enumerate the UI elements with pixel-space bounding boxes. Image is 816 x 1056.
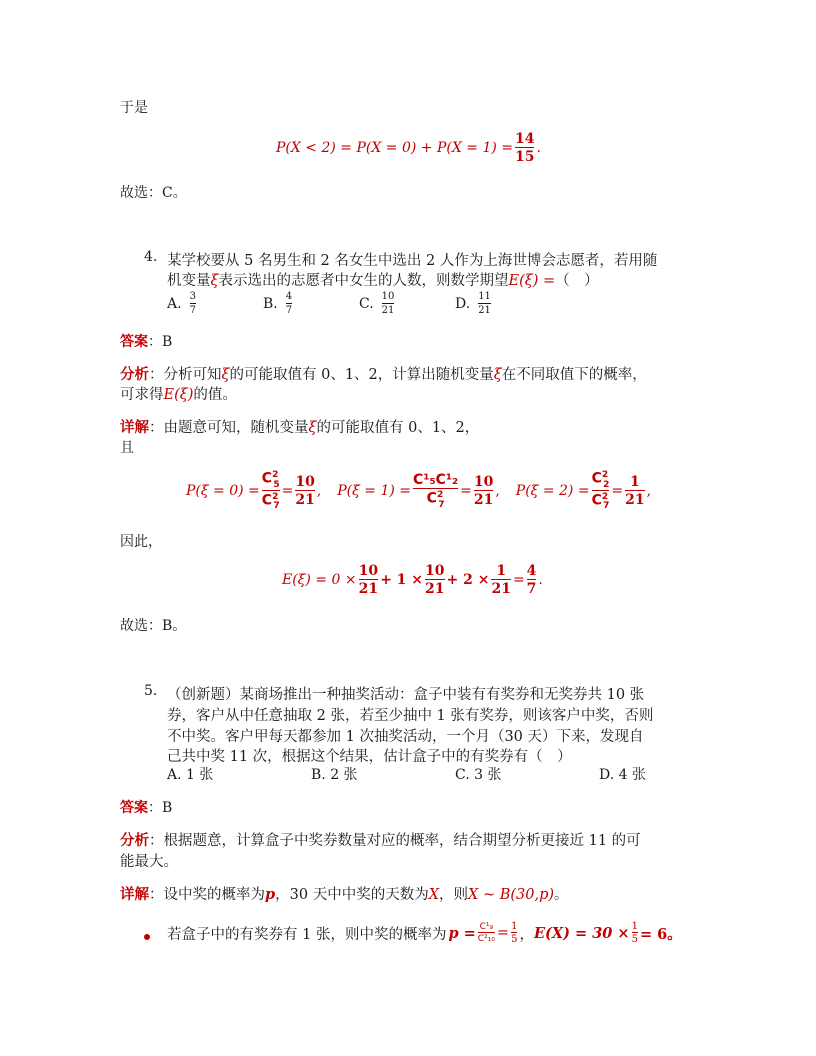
option-c (359, 291, 396, 316)
fraction-10-21 (295, 474, 314, 508)
question-5-option-b: B. 2 张 (311, 767, 358, 783)
comma: , (646, 483, 652, 499)
denominator: 21 (491, 581, 511, 597)
expectation-symbol: E(ξ) (163, 387, 194, 403)
comb (592, 492, 610, 512)
numerator: 1 (631, 920, 638, 932)
question-4-line-1: 某学校要从 5 名男生和 2 名女生中选出 2 人作为上海世博会志愿者，若用随 (167, 253, 658, 269)
equation-expectation (282, 558, 543, 602)
text-seg: ：设中奖的概率为 (149, 887, 265, 903)
text-seg: ：根据题意，计算盒子中奖券数量对应的概率，结合期望分析更接近 11 的可 (149, 833, 641, 849)
equation-probabilities (186, 466, 651, 516)
prob-0-lhs: P(ξ = 0) = (186, 483, 260, 499)
equation-px-less-2 (276, 128, 541, 168)
analysis-label: 分析 (120, 366, 149, 383)
comma: , (495, 483, 500, 499)
text-therefore-2: 因此， (120, 534, 162, 550)
numerator: 10 (473, 473, 494, 490)
equals-six: = 6。 (639, 925, 682, 943)
text-seg: 的值。 (193, 387, 237, 403)
fraction-14-15 (515, 131, 534, 165)
answer-value: ：B (148, 800, 173, 816)
comb (262, 470, 280, 490)
question-5-line-4: 己共中奖 11 次，根据这个结果，估计盒子中的有奖券有（ ） (167, 749, 572, 765)
question-4-detail-line-1 (120, 416, 479, 437)
denominator: 21 (478, 304, 491, 316)
numerator: 4 (526, 562, 537, 579)
denominator: C²₁₀ (477, 934, 495, 944)
denominator: 15 (515, 149, 535, 165)
p-symbol: p (265, 886, 276, 903)
equals: = (281, 483, 294, 499)
denominator: 21 (473, 492, 494, 508)
sub: 7 (603, 501, 610, 512)
text-seg: ，则 (439, 887, 469, 903)
xi-symbol: ξ (493, 367, 502, 383)
denominator: 7 (526, 581, 537, 597)
text-seg: 。 (554, 887, 569, 903)
numerator: 3 (189, 291, 196, 302)
option-a (167, 291, 198, 316)
question-5-analysis-line-2: 能最大。 (120, 854, 178, 870)
comb (427, 490, 445, 510)
detail-label: 详解 (120, 419, 149, 436)
numerator (262, 470, 280, 490)
bullet-item-1 (167, 916, 682, 950)
sub: 2 (603, 479, 610, 490)
equation-lhs: P(X < 2) = P(X = 0) + P(X = 1) = (276, 140, 513, 156)
c: C (591, 470, 602, 487)
answer-label: 答案 (120, 334, 148, 350)
option-fraction (478, 291, 491, 316)
numerator: C¹₉ (479, 921, 494, 932)
answer-label: 答案 (120, 800, 148, 816)
text-seg: 机变量 (167, 273, 211, 289)
text-seg: 在不同取值下的概率， (501, 367, 647, 383)
comma: , (316, 483, 322, 499)
numerator: 1 (511, 920, 518, 932)
analysis-label: 分析 (120, 832, 149, 849)
fraction-1-5 (511, 921, 517, 946)
sup: 2 (272, 492, 279, 502)
fraction-c22-c72 (592, 470, 610, 512)
numerator: 10 (425, 562, 445, 579)
option-d (455, 291, 493, 316)
fraction (527, 563, 537, 597)
prob-1-lhs: P(ξ = 1) = (337, 483, 412, 499)
numerator: 10 (358, 562, 379, 579)
comb (262, 492, 280, 512)
sub: 7 (273, 501, 280, 512)
operator: + 1 × (380, 572, 424, 588)
numerator: 10 (381, 291, 395, 302)
xi-symbol: ξ (308, 420, 317, 436)
question-4-line-2 (167, 269, 599, 290)
sup: 2 (601, 470, 609, 481)
question-4-analysis-line-2 (120, 383, 237, 404)
equals: = (611, 483, 624, 499)
fraction (491, 563, 510, 597)
xi-symbol: ξ (221, 367, 230, 383)
period: . (538, 572, 543, 588)
c: C (261, 470, 273, 487)
sub: 7 (438, 499, 445, 510)
fraction-c51c21-c72 (413, 472, 458, 510)
c: C (261, 492, 273, 509)
c: C (591, 492, 602, 509)
question-5-line-1: （创新题）某商场推出一种抽奖活动：盒子中装有有奖券和无奖券共 10 张 (167, 687, 645, 703)
denominator (262, 490, 280, 512)
option-fraction (286, 291, 292, 316)
sup: 2 (601, 492, 609, 502)
answer-value: ：B (148, 334, 173, 350)
option-fraction (382, 291, 395, 316)
question-4-options (167, 291, 507, 317)
fraction-c52-c72 (262, 470, 280, 512)
option-letter: B. (263, 295, 278, 312)
fraction-10-21 (474, 474, 493, 508)
question-5-option-d: D. 4 张 (599, 767, 646, 783)
equals: = (512, 572, 525, 588)
denominator (413, 488, 458, 510)
denominator: 5 (511, 934, 518, 945)
text-seg: ， (519, 926, 534, 943)
option-b (263, 291, 294, 316)
text-seg: 表示选出的志愿者中女生的人数，则数学期望 (218, 273, 509, 289)
text-therefore-1: 于是 (120, 100, 148, 116)
sup: 2 (436, 490, 444, 501)
text-seg: 的可能取值有 0、1、2， (316, 420, 480, 436)
numerator: 4 (285, 291, 293, 302)
question-5-option-a: A. 1 张 (167, 767, 214, 783)
operator: + 2 × (446, 572, 490, 588)
detail-label: 详解 (120, 886, 149, 903)
bullet-icon (144, 934, 150, 940)
denominator (592, 490, 610, 512)
option-letter: C. (359, 295, 374, 312)
p-equals: p = (448, 924, 476, 942)
text-seg: 可求得 (120, 387, 164, 403)
equals: = (460, 483, 472, 499)
text-seg: ：分析可知 (149, 367, 222, 383)
denominator: 21 (381, 304, 395, 316)
option-letter: D. (455, 295, 471, 312)
denominator: 7 (189, 304, 196, 316)
x-symbol: X (428, 887, 440, 903)
answer-blank: （ ） (555, 273, 599, 289)
denominator: 7 (285, 304, 293, 316)
text-seg: 的可能取值有 0、1、2，计算出随机变量 (229, 367, 494, 383)
question-5-number: 5. (144, 683, 158, 699)
text-choose-b: 故选：B。 (120, 618, 187, 634)
question-5-detail (120, 883, 569, 904)
bullet-dot (144, 928, 150, 944)
numerator: 10 (295, 473, 315, 490)
question-5-line-2: 券，客户从中任意抽取 2 张，若至少抽中 1 张有奖券，则该客户中奖，否则 (167, 708, 654, 724)
text-seg: ：由题意可知，随机变量 (149, 420, 309, 436)
equals: = (496, 925, 510, 941)
question-5-analysis-line-1 (120, 829, 641, 850)
numerator: C¹₅C¹₂ (413, 472, 459, 489)
binomial-distribution: X ~ B(30,p) (468, 887, 555, 903)
option-letter: A. (167, 295, 182, 312)
fraction (425, 563, 444, 597)
question-4-analysis-line-1 (120, 363, 647, 384)
expectation-value: E(X) = 30 × (533, 924, 630, 942)
fraction-1-5 (632, 921, 638, 946)
denominator: 21 (625, 492, 645, 508)
question-5-line-3: 不中奖。客户甲每天都参加 1 次抽奖活动，一个月（30 天）下来，发现自 (167, 729, 644, 745)
fraction (359, 563, 378, 597)
denominator: 5 (631, 934, 638, 945)
prob-2-lhs: P(ξ = 2) = (515, 483, 590, 499)
denominator: 21 (425, 581, 445, 597)
expectation-symbol: E(ξ) = (508, 273, 556, 289)
text-seg: 若盒子中的有奖券有 1 张，则中奖的概率为 (167, 926, 447, 943)
text-seg: ，30 天中中奖的天数为 (275, 887, 429, 903)
denominator: 21 (295, 492, 315, 508)
numerator: 1 (629, 473, 640, 490)
fraction-c91-c102 (478, 922, 495, 945)
question-4-detail-line-2: 且 (120, 440, 134, 456)
question-4-number: 4. (144, 249, 158, 265)
numerator: 11 (478, 291, 491, 302)
comb (592, 470, 610, 490)
text-choose-c: 故选：C。 (120, 185, 187, 201)
denominator: 21 (358, 581, 379, 597)
fraction-1-21 (625, 474, 644, 508)
numerator: 1 (496, 562, 507, 579)
option-fraction (190, 291, 196, 316)
question-5-option-c: C. 3 张 (455, 767, 502, 783)
sup: 2 (272, 470, 279, 481)
question-5-answer (120, 797, 172, 817)
c: C (426, 490, 437, 507)
xi-symbol: ξ (210, 273, 219, 289)
numerator: 14 (515, 130, 535, 147)
period: . (536, 140, 541, 156)
numerator (592, 470, 610, 490)
question-4-answer (120, 331, 172, 351)
expectation-lhs: E(ξ) = 0 × (282, 572, 357, 588)
sub: 5 (273, 479, 280, 490)
